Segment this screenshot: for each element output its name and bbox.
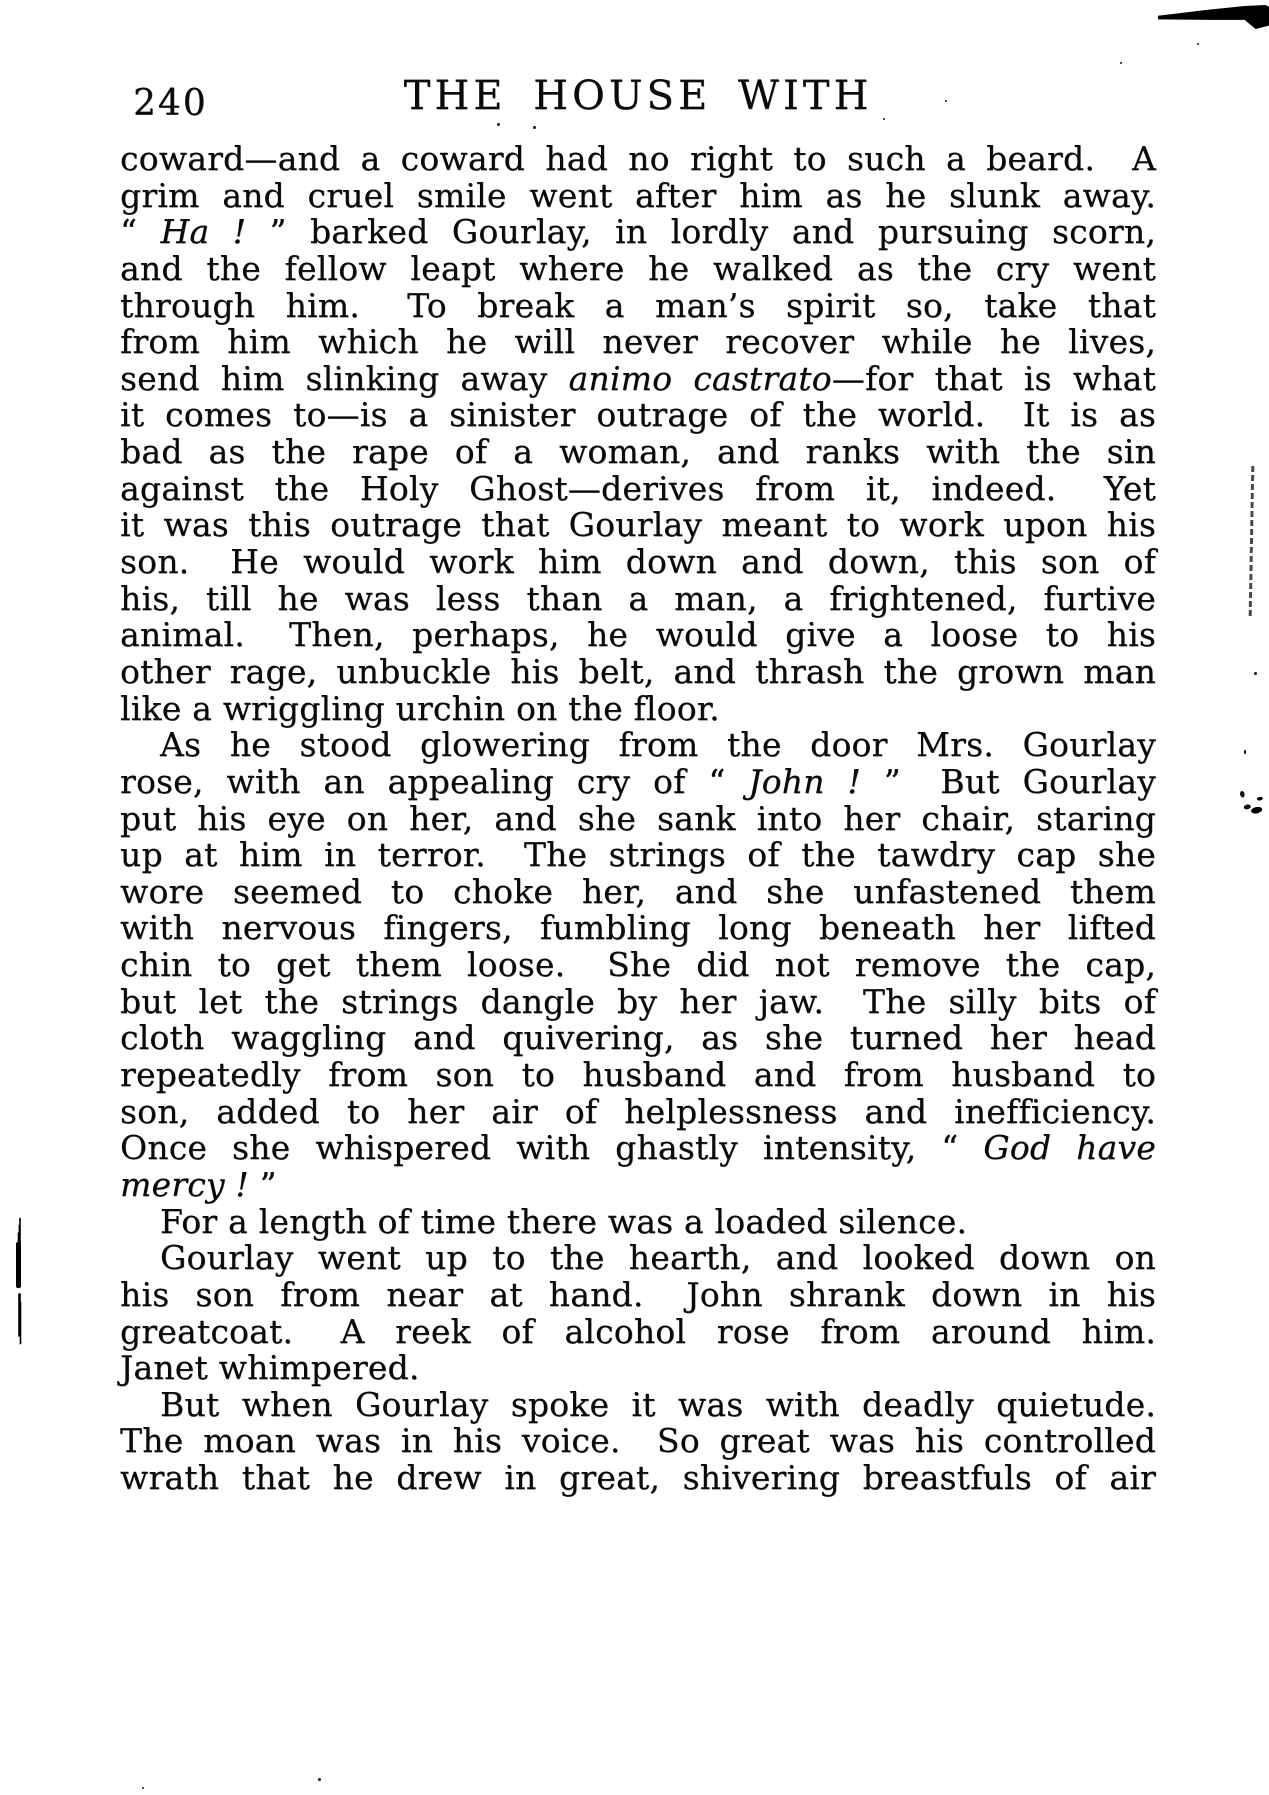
text-line [120, 324, 1156, 361]
scan-artifact-right-dashes [1249, 466, 1255, 616]
scan-artifact-corner-wedge [1158, 5, 1269, 29]
page-number: 240 [133, 83, 208, 124]
text-line [120, 1020, 1156, 1057]
text-line [120, 947, 1156, 984]
text-segment: cloth waggling and quivering, as she turned her head [120, 1018, 1156, 1058]
text-segment: rose, with an appealing cry of “ [120, 761, 749, 801]
text-segment: son. He would work him down and down, this son of [120, 542, 1156, 582]
text-segment: Gourlay went up to the hearth, and looked down on [160, 1238, 1156, 1278]
text-line [120, 1057, 1156, 1094]
text-line [120, 1164, 1156, 1204]
text-segment: other rage, unbuckle his belt, and thrash the grown man [120, 651, 1156, 691]
text-segment: coward—and a coward had no right to such a beard. A [120, 139, 1156, 178]
text-segment: through him. To break a man’s spirit so, take that [120, 285, 1156, 325]
text-line [120, 1384, 1156, 1424]
text-line [120, 1460, 1156, 1497]
text-segment: son, added to her air of helplessness and inefficiency. [120, 1091, 1156, 1131]
text-line [120, 578, 1156, 618]
scan-speck [533, 126, 536, 129]
text-segment-italic: John ! [748, 761, 861, 801]
text-segment-italic: mercy ! [120, 1164, 249, 1204]
scan-speck [1244, 750, 1246, 754]
text-line [120, 397, 1156, 434]
scan-speck [1254, 672, 1257, 675]
text-segment: his, till he was less than a man, a frightened, furtive [120, 578, 1156, 618]
text-segment: animal. Then, perhaps, he would give a loose to his [120, 615, 1156, 655]
text-line [120, 544, 1156, 581]
scan-speck [318, 1778, 321, 1781]
text-line [120, 1240, 1156, 1277]
text-line [120, 1423, 1156, 1460]
text-line [120, 871, 1156, 911]
text-segment: it comes to—is a sinister outrage of the world. It is as [120, 395, 1156, 435]
text-segment: up at him in terror. The strings of the tawdry cap she [120, 835, 1156, 875]
text-segment: repeatedly from son to husband and from husband to [120, 1055, 1156, 1095]
text-segment: his son from near at hand. John shrank down in his [120, 1274, 1156, 1314]
text-segment: wore seemed to choke her, and she unfastened them [120, 871, 1156, 911]
text-line [120, 1130, 1156, 1167]
text-segment: and the fellow leapt where he walked as the cry went [120, 248, 1156, 288]
scan-speck [945, 100, 947, 102]
text-segment: As he stood glowering from the door Mrs. Gourlay [160, 725, 1156, 765]
text-segment: ” [248, 1164, 277, 1204]
text-line [120, 688, 1156, 728]
text-segment: send him slinking away [120, 358, 569, 398]
text-line [120, 1201, 1156, 1241]
text-segment: The moan was in his voice. So great was his controlled [120, 1421, 1156, 1461]
running-header-title: THE HOUSE WITH [403, 73, 873, 119]
text-line [120, 651, 1156, 691]
text-segment: against the Holy Ghost—derives from it, indeed. Yet [120, 468, 1156, 508]
text-line [120, 617, 1156, 654]
text-segment: ” But Gourlay [860, 761, 1156, 801]
text-segment: put his eye on her, and she sank into her chair, staring [120, 798, 1156, 838]
text-segment: ” barked Gourlay, in lordly and pursuing scorn, [246, 212, 1156, 252]
text-segment: —for that is what [831, 358, 1156, 398]
text-line [120, 468, 1156, 508]
text-segment: it was this outrage that Gourlay meant to work upon his [120, 505, 1156, 545]
text-segment: like a wriggling urchin on the floor. [120, 688, 720, 728]
text-line [120, 507, 1156, 544]
text-segment: wrath that he drew in great, shivering breastfuls of air [120, 1458, 1156, 1498]
text-line [120, 434, 1156, 471]
text-segment: But when Gourlay spoke it was with deadly quietude. [160, 1384, 1156, 1424]
scan-speck [142, 1787, 144, 1789]
text-line [120, 248, 1156, 288]
text-line [120, 285, 1156, 325]
text-segment: Janet whimpered. [120, 1348, 420, 1388]
text-segment: greatcoat. A reek of alcohol rose from around him. [120, 1311, 1156, 1351]
text-segment: bad as the rape of a woman, and ranks with the sin [120, 432, 1156, 472]
text-line [120, 1274, 1156, 1314]
scan-speck [1197, 43, 1199, 45]
text-line [120, 1091, 1156, 1131]
text-line [120, 761, 1156, 801]
text-segment-italic: Ha ! [160, 212, 247, 252]
text-line [120, 981, 1156, 1021]
text-line [120, 837, 1156, 874]
text-segment: Once she whispered with ghastly intensity, “ [120, 1128, 984, 1168]
text-line [120, 727, 1156, 764]
text-segment: grim and cruel smile went after him as he slunk away. [120, 175, 1156, 215]
text-segment: with nervous fingers, fumbling long beneath her lifted [120, 908, 1156, 948]
text-line [120, 141, 1156, 178]
scan-artifact-left-ink-mark [16, 1242, 21, 1288]
text-segment: but let the strings dangle by her jaw. The silly bits of [120, 981, 1156, 1021]
scan-speck [1120, 62, 1122, 64]
text-segment-italic: animo castrato [568, 358, 832, 398]
text-segment: chin to get them loose. She did not remove the cap, [120, 945, 1156, 985]
text-segment: from him which he will never recover while he lives, [120, 322, 1156, 362]
body-text [120, 141, 1156, 1497]
text-line [120, 1350, 1156, 1387]
text-segment: “ [120, 212, 161, 252]
text-segment: For a length of time there was a loaded silence. [160, 1201, 968, 1241]
text-line [120, 798, 1156, 838]
text-segment-italic: God have [983, 1128, 1156, 1168]
text-line [120, 358, 1156, 398]
scan-artifact-smudge [1235, 783, 1269, 820]
scan-speck [497, 123, 500, 126]
text-line [120, 1311, 1156, 1351]
text-line [120, 175, 1156, 215]
text-line [120, 214, 1156, 251]
text-line [120, 910, 1156, 947]
scan-speck [883, 118, 885, 120]
